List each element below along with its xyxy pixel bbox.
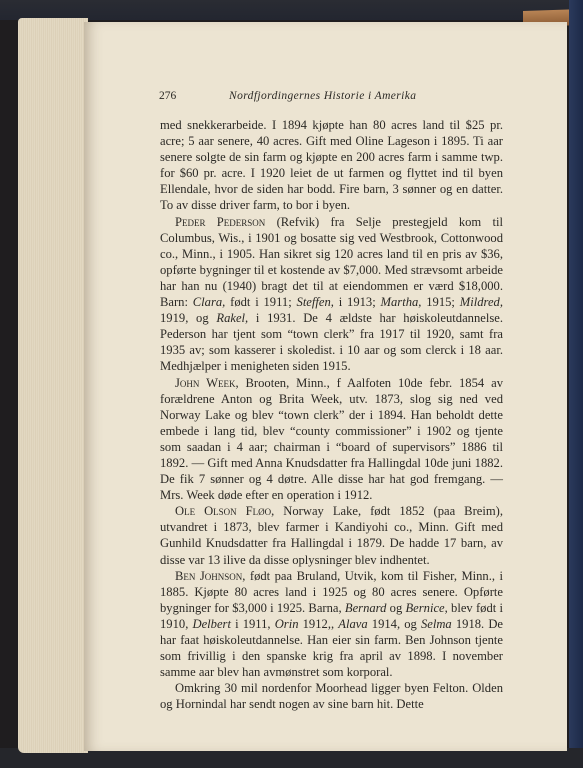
body-text xyxy=(160,117,503,712)
text-run: (Refvik) fra Selje prestegjeld kom til Columbus, Wis., i 1901 og bosatte sig ved Westbrook, Cottonwood co., Minn., i 1905. Han sikret sig 120 acres land til en pris av $36, opførte bygninger til et kostende av $7,000. Med strævsomt arbeide har han nu (1940) bragt det til at eiendommen er værd $18,000. Barn: xyxy=(160,214,503,310)
text-run: 1914, og xyxy=(367,616,421,631)
text-run: i 1931. De 4 ældste har høiskoleutdannelse. Pederson har tjent som “town clerk” fra 1917 til 1920, samt fra 1935 av; som kasserer i skoledist. i 10 aar og som clerck i 18 aar. Medhjælper i menigheten siden 1915. xyxy=(160,311,503,374)
child-name: Alava xyxy=(338,616,368,631)
child-name: Mildred, xyxy=(459,295,503,310)
entry-name: John Week, xyxy=(175,375,239,390)
text-run: født i 1911; xyxy=(225,295,297,310)
paragraph xyxy=(160,568,503,681)
running-head xyxy=(159,90,519,106)
paragraph xyxy=(160,503,503,567)
child-name: Bernice, xyxy=(405,600,448,615)
page-stack-edge xyxy=(18,18,88,753)
paragraph xyxy=(160,117,503,214)
child-name: Rakel, xyxy=(216,311,249,326)
text-run: med snekkerarbeide. I 1894 kjøpte han 80 acres land til $25 pr. acre; 5 aar senere, 40 acres. Gift med Oline Lageson i 1895. Ti aar senere solgte de sin farm og kjøpte en 200 acres farm i samme twp. for $60 pr. acre. I 1920 leiet de ut farmen og flyttet ind til byen Ellendale, hvor de siden har bodd. Fire barn, 3 sønner og en datter. To av disse driver farm, to bor i byen. xyxy=(160,118,503,213)
child-name: Selma xyxy=(420,616,452,631)
text-run: 1912,, xyxy=(298,616,339,631)
text-run: 1915; xyxy=(421,295,460,310)
text-run: og xyxy=(386,600,406,615)
entry-name: Ben Johnson, xyxy=(175,568,246,583)
paragraph xyxy=(160,214,503,375)
text-run: 1919, og xyxy=(160,311,217,326)
book-cover-top xyxy=(0,0,583,20)
child-name: Martha, xyxy=(380,295,422,310)
paragraph xyxy=(160,680,503,712)
text-run: i 1913; xyxy=(333,295,381,310)
child-name: Clara, xyxy=(192,295,226,310)
text-run: Omkring 30 mil nordenfor Moorhead ligger byen Felton. Olden og Hornindal har sendt nogen av sine barn hit. Dette xyxy=(160,681,503,712)
paragraph xyxy=(160,375,503,504)
child-name: Steffen, xyxy=(296,295,334,310)
book-page xyxy=(84,22,567,751)
child-name: Orin xyxy=(274,616,299,631)
text-run: født paa Bruland, Utvik, kom til Fisher, Minn., i 1885. Kjøpte 80 acres land i 1925 og 80 acres senere. Opførte bygninger for $3,000 i 1925. Barna, xyxy=(160,568,503,615)
book-cover-spine-edge xyxy=(569,0,583,768)
entry-name: Peder Pederson xyxy=(175,214,266,229)
entry-name: Ole Olson Fløo, xyxy=(175,504,275,519)
child-name: Delbert xyxy=(192,616,231,631)
book-title: Nordfjordingernes Historie i Amerika xyxy=(229,90,417,102)
text-run: 1918. De har faat høiskoleutdannelse. Han eier sin farm. Ben Johnson tjente som frivillig i den spanske krig fra april av 1898. I november samme aar blev han avmønstret som korporal. xyxy=(160,616,504,680)
text-run: blev født i 1910, xyxy=(160,600,503,631)
text-run: Norway Lake, født 1852 (paa Breim), utvandret i 1873, blev farmer i Kandiyohi co., Minn. Gift med Gunhild Knudsdatter fra Hallingdal i 1879. De hadde 17 barn, av disse var 13 ilive da disse oplysninger blev indhentet. xyxy=(160,504,503,567)
text-run: Brooten, Minn., f Aalfoten 10de febr. 1854 av forældrene Anton og Brita Week, utv. 1873, slog sig ned ved Norway Lake og blev “town clerk” der i 1894. Han beholdt dette embede i lang tid, blev “county commissioner” i 1902 og tjente som saadan i 4 aar; chairman i “board of supervisors” 1886 til 1892. — Gift med Anna Knudsdatter fra Hallingdal 10de juni 1882. De fik 7 sønner og 4 døtre. Alle disse har hat god fremgang. — Mrs. Week døde efter en operation i 1912. xyxy=(160,375,503,503)
text-run: i 1911, xyxy=(230,616,275,631)
page-number: 276 xyxy=(159,90,177,102)
child-name: Bernard xyxy=(344,600,387,615)
